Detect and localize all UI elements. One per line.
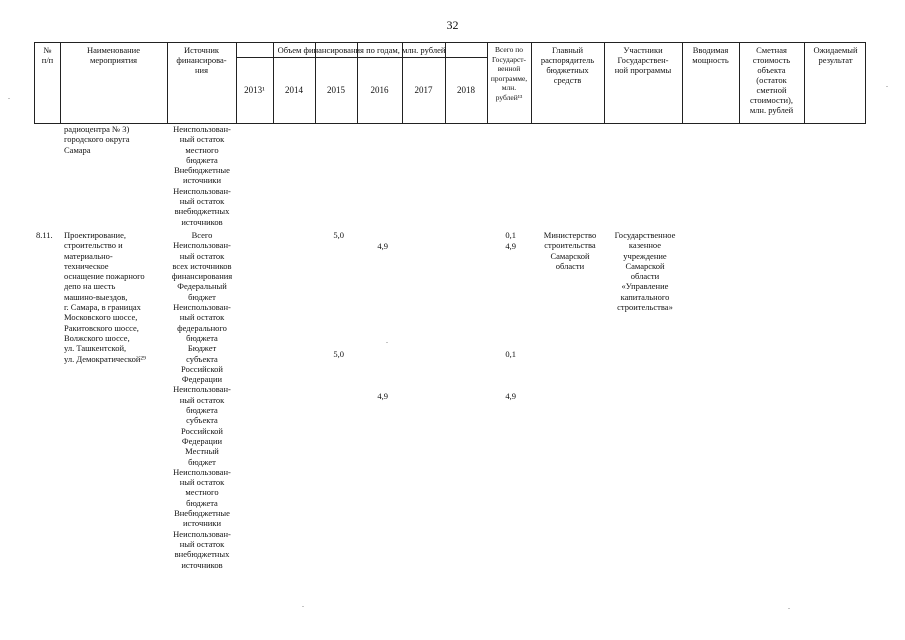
scan-speck: . [386, 336, 388, 345]
scan-speck: . [8, 92, 10, 101]
scan-speck: . [788, 602, 790, 611]
item-admin: Министерство строительства Самарской области [543, 230, 597, 271]
item-sources: Всего Неиспользован- ный остаток всех источников финансирования Федеральный бюджет Неиспользован- ный остаток федерального бюджета Бюджет субъекта Российской Федерации Неиспользован- ный остаток бюджета субъекта Российской Федерации Местный бюджет Неиспользован- ный остаток местного бюджета Внебюджетные источники Неиспользован- ный остаток внебюджетных источников [171, 230, 233, 570]
header-estimate: Сметная стоимость объекта (остаток сметной стоимости), млн. рублей [749, 45, 794, 115]
header-year: 2015 [327, 85, 345, 95]
header-total: Всего по Государст- венной программе, млн. рублей¹³ [490, 45, 528, 102]
header-year: 2013¹ [244, 85, 265, 95]
header-name: Наименование мероприятия [87, 45, 140, 65]
value-total-2015: 5,0 [333, 230, 344, 240]
header-num: № п/п [41, 45, 54, 65]
header-year: 2014 [285, 85, 303, 95]
item-participants: Государственное казенное учреждение Самарской области «Управление капитального строительства» [614, 230, 676, 313]
table-header [34, 42, 866, 124]
header-admin: Главный распорядитель бюджетных средств [540, 45, 595, 85]
value-unused-sum: 4,9 [505, 241, 516, 251]
item-name: Проектирование, строительство и материально- техническое оснащение пожарного депо на шесть машино-выездов, г. Самара, в границах Московского шоссе, Ракитовского шоссе, Волжского шоссе, ул. Ташкентской, ул. Демократической²⁹ [64, 230, 146, 364]
header-participants: Участники Государствен- ной программы [614, 45, 672, 75]
value-regional-2015: 5,0 [333, 349, 344, 359]
scan-speck: . [302, 600, 304, 609]
header-capacity: Вводимая мощность [692, 45, 729, 65]
value-regional-unused-2016: 4,9 [377, 391, 388, 401]
continuation-sources: Неиспользован- ный остаток местного бюджета Внебюджетные источники Неиспользован- ный остаток внебюджетных источников [173, 124, 231, 227]
page-number: 32 [446, 18, 459, 32]
item-number: 8.11. [36, 230, 53, 240]
header-result: Ожидаемый результат [813, 45, 858, 65]
header-source: Источник финансирова- ния [176, 45, 227, 75]
value-regional-sum: 0,1 [505, 349, 516, 359]
scan-speck: . [886, 80, 888, 89]
header-year: 2018 [457, 85, 475, 95]
header-year: 2016 [370, 85, 389, 95]
header-year: 2017 [414, 85, 433, 95]
value-unused-2016: 4,9 [377, 241, 388, 251]
header-funding-title: Объем финансирования по годам, млн. рублей [277, 45, 446, 55]
value-regional-unused-sum: 4,9 [505, 391, 516, 401]
continuation-name: радиоцентра № 3) городского округа Самара [64, 124, 130, 155]
value-total-sum: 0,1 [505, 230, 516, 240]
